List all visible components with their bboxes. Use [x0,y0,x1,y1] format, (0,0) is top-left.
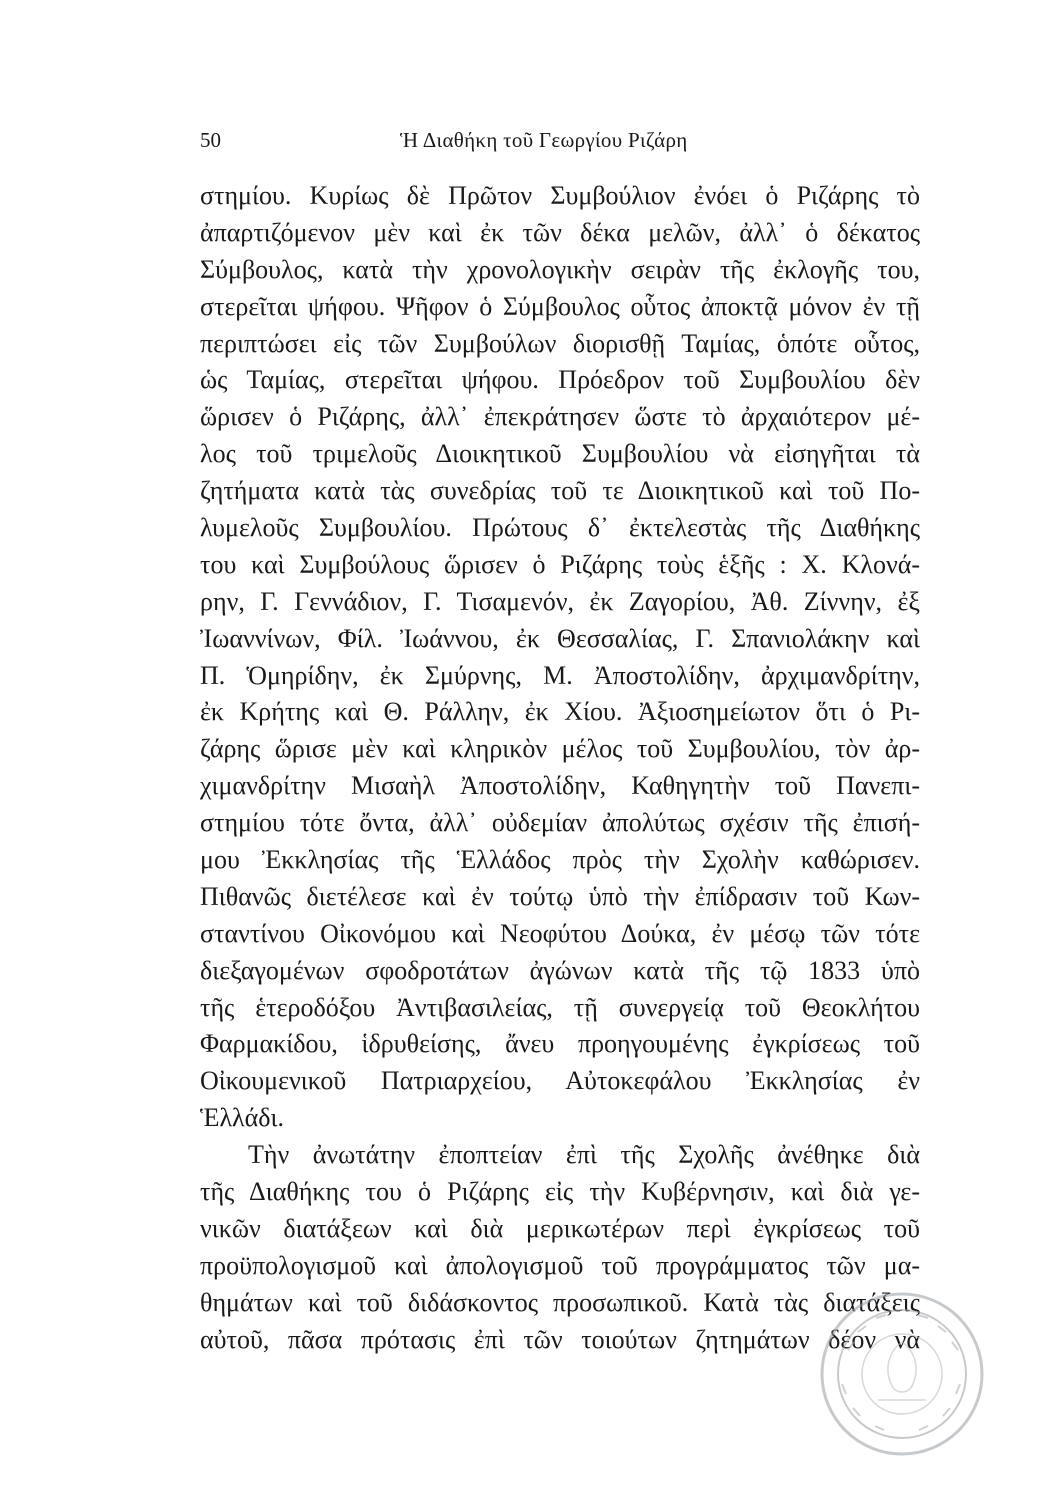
university-seal-icon [818,1290,986,1458]
text-line: μου Ἐκκλησίας τῆς Ἑλλάδος πρὸς τὴν Σχολὴν καθώρισεν. [200,845,920,875]
text-line: Π. Ὁμηρίδην, ἐκ Σμύρνης, Μ. Ἀποστολίδην, ἀρχιμανδρίτην, [200,660,920,690]
text-line: ζητήματα κατὰ τὰς συνεδρίας τοῦ τε Διοικητικοῦ καὶ τοῦ Πο- [200,476,920,506]
text-line: αὐτοῦ, πᾶσα πρότασις ἐπὶ τῶν τοιούτων ζητημάτων δέον νὰ [200,1324,920,1354]
text-line: Φαρμακίδου, ἱδρυθείσης, ἄνευ προηγουμένης ἐγκρίσεως τοῦ [200,1029,920,1059]
text-line: Σύμβουλος, κατὰ τὴν χρονολογικὴν σειρὰν τῆς ἐκλογῆς του, [200,254,920,284]
text-line: Ἑλλάδι. [200,1103,285,1133]
text-line: Τὴν ἀνωτάτην ἐποπτείαν ἐπὶ τῆς Σχολῆς ἀνέθηκε διὰ [248,1140,920,1170]
text-line: Οἰκουμενικοῦ Πατριαρχείου, Αὐτοκεφάλου Ἐκκλησίας ἐν [200,1066,920,1096]
text-line: σταντίνου Οἰκονόμου καὶ Νεοφύτου Δούκα, ἐν μέσῳ τῶν τότε [200,918,920,948]
text-line: προϋπολογισμοῦ καὶ ἀπολογισμοῦ τοῦ προγράμματος τῶν μα- [200,1250,920,1280]
text-line: περιπτώσει εἰς τῶν Συμβούλων διορισθῇ Ταμίας, ὁπότε οὗτος, [200,328,920,358]
running-title: Ἡ Διαθήκη τοῦ Γεωργίου Ριζάρη [400,128,688,152]
text-line: στερεῖται ψήφου. Ψῆφον ὁ Σύμβουλος οὗτος ἀποκτᾷ μόνον ἐν τῇ [200,291,920,321]
text-line: χιμανδρίτην Μισαὴλ Ἀποστολίδην, Καθηγητὴν τοῦ Πανεπι- [200,771,920,801]
text-line: Πιθανῶς διετέλεσε καὶ ἐν τούτῳ ὑπὸ τὴν ἐπίδρασιν τοῦ Κων- [200,881,920,911]
text-line: του καὶ Συμβούλους ὥρισεν ὁ Ριζάρης τοὺς ἑξῆς : Χ. Κλονά- [200,549,920,579]
text-line: τῆς Διαθήκης του ὁ Ριζάρης εἰς τὴν Κυβέρνησιν, καὶ διὰ γε- [200,1177,920,1207]
text-line: στημίου τότε ὄντα, ἀλλ᾽ οὐδεμίαν ἀπολύτως σχέσιν τῆς ἐπισή- [200,808,920,838]
text-line: νικῶν διατάξεων καὶ διὰ μερικωτέρων περὶ ἐγκρίσεως τοῦ [200,1213,920,1243]
text-line: θημάτων καὶ τοῦ διδάσκοντος προσωπικοῦ. Κατὰ τὰς διατάξεις [200,1287,920,1317]
body-text [200,178,920,1359]
text-line: ὡς Ταμίας, στερεῖται ψήφου. Πρόεδρον τοῦ Συμβουλίου δὲν [200,365,920,395]
text-line: τῆς ἑτεροδόξου Ἀντιβασιλείας, τῇ συνεργείᾳ τοῦ Θεοκλήτου [200,992,920,1022]
text-line: στημίου. Κυρίως δὲ Πρῶτον Συμβούλιον ἐνόει ὁ Ριζάρης τὸ [200,181,920,210]
text-line: ὥρισεν ὁ Ριζάρης, ἀλλ᾽ ἐπεκράτησεν ὥστε τὸ ἀρχαιότερον μέ- [200,402,920,432]
page-number: 50 [200,128,221,152]
running-head [200,128,920,168]
text-line: διεξαγομένων σφοδροτάτων ἀγώνων κατὰ τῆς τῷ 1833 ὑπὸ [200,955,920,985]
text-line: ρην, Γ. Γεννάδιον, Γ. Τισαμενόν, ἐκ Ζαγορίου, Ἀθ. Ζίννην, ἐξ [200,586,920,616]
text-line: ἀπαρτιζόμενον μὲν καὶ ἐκ τῶν δέκα μελῶν, ἀλλ᾽ ὁ δέκατος [200,217,920,247]
text-line: ἐκ Κρήτης καὶ Θ. Ράλλην, ἐκ Χίου. Ἀξιοσημείωτον ὅτι ὁ Ρι- [200,697,920,727]
text-line: Ἰωαννίνων, Φίλ. Ἰωάννου, ἐκ Θεσσαλίας, Γ. Σπανιολάκην καὶ [200,623,920,653]
text-line: ζάρης ὥρισε μὲν καὶ κληρικὸν μέλος τοῦ Συμβουλίου, τὸν ἀρ- [200,734,920,764]
text-line: λος τοῦ τριμελοῦς Διοικητικοῦ Συμβουλίου νὰ εἰσηγῆται τὰ [200,439,920,469]
text-line: λυμελοῦς Συμβουλίου. Πρώτους δ᾽ ἐκτελεστὰς τῆς Διαθήκης [200,513,920,543]
